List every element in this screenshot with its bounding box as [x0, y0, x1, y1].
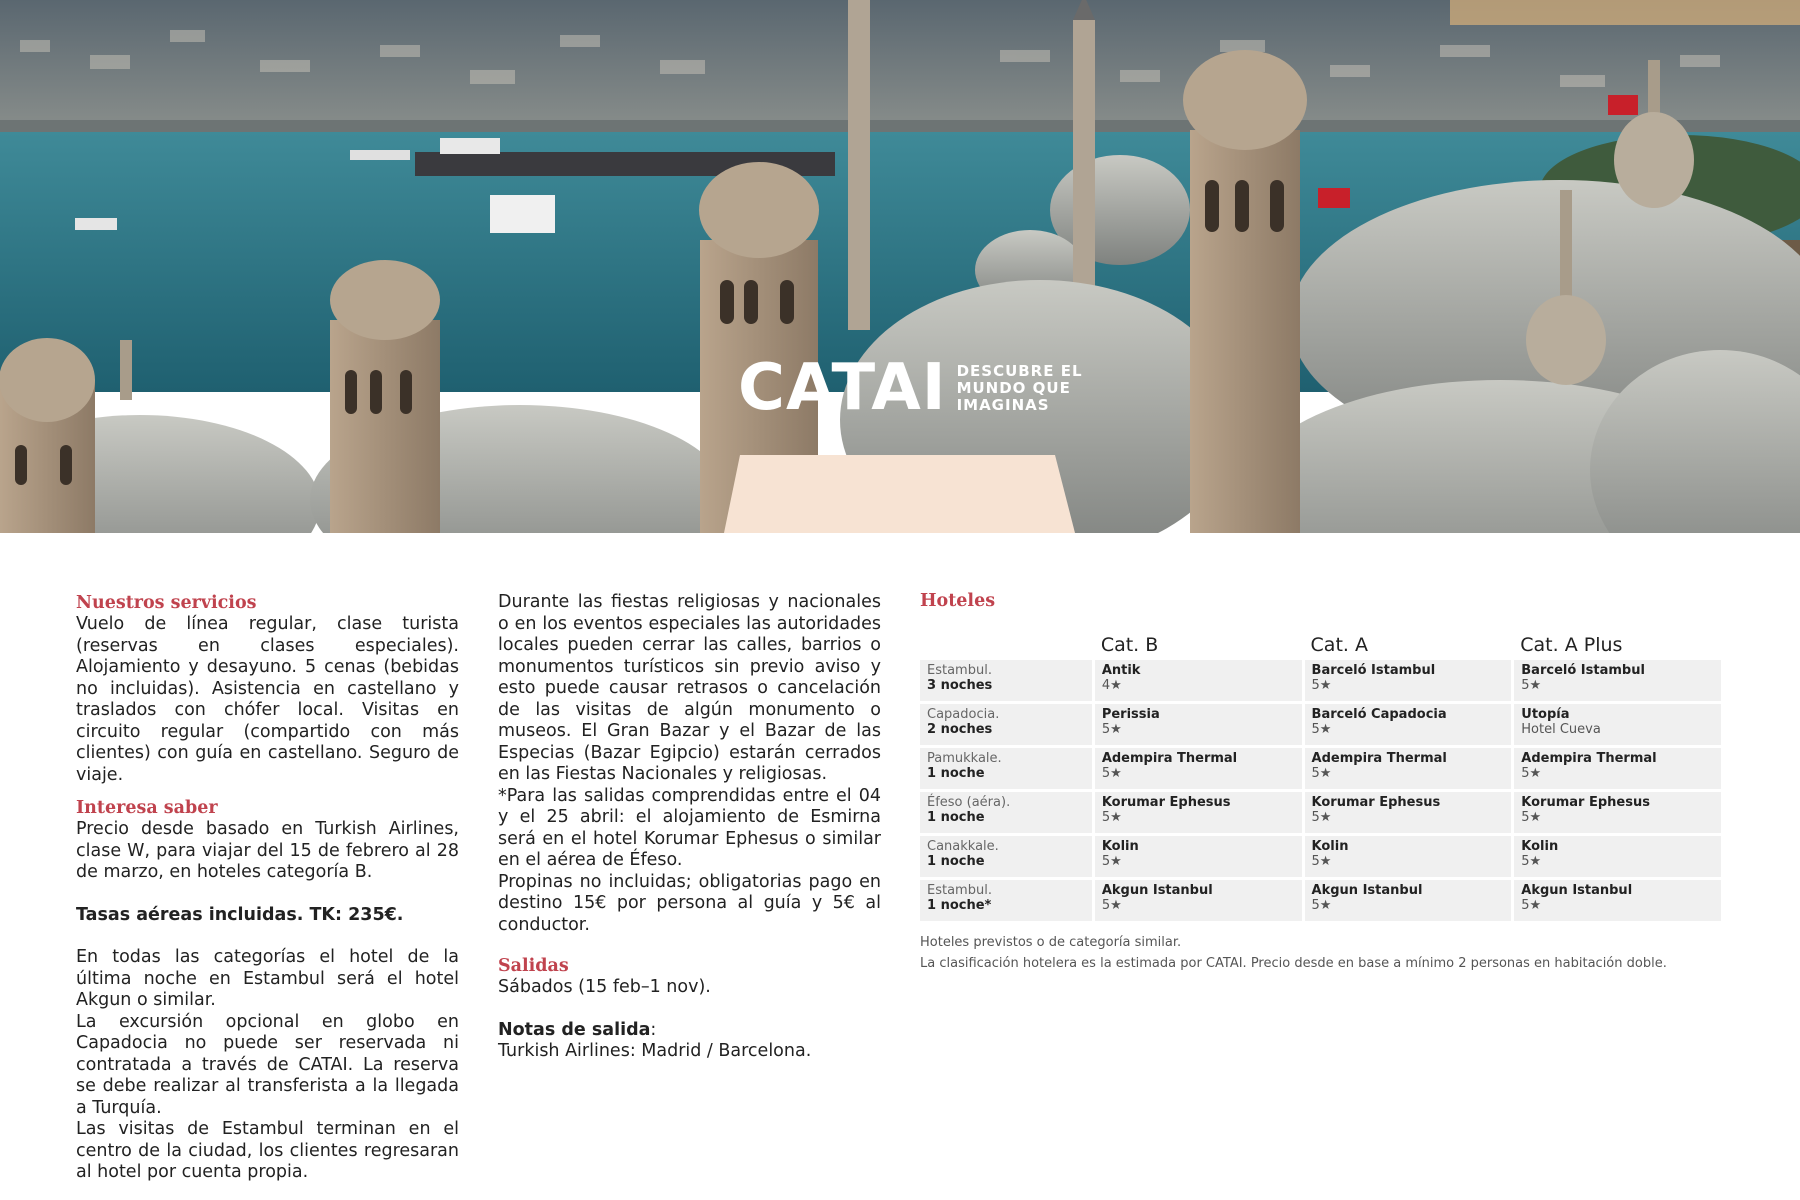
tasas-text: Tasas aéreas incluidas. TK: 235€.: [76, 904, 404, 925]
hotel-cell: [1095, 836, 1302, 877]
hotel-category: 5★: [1101, 766, 1122, 781]
hotel-category: 5★: [1521, 766, 1542, 781]
header-cat-a: Cat. A: [1310, 634, 1368, 656]
salidas-heading: Salidas: [498, 956, 569, 976]
hotel-name: Akgun Istanbul: [1311, 883, 1423, 898]
hotels-table: [917, 630, 1724, 924]
header-cat-b: Cat. B: [1100, 634, 1159, 656]
header-cat-a-plus: Cat. A Plus: [1520, 634, 1623, 656]
location-cell: [920, 836, 1092, 877]
table-row: [920, 792, 1721, 833]
column-notes: [498, 592, 881, 1063]
hotel-category: 5★: [1311, 898, 1332, 913]
location-nights: 1 noche: [927, 854, 985, 869]
hotel-category: 5★: [1101, 810, 1122, 825]
hotel-cell: [1514, 748, 1721, 789]
hotel-category: 5★: [1311, 810, 1332, 825]
table-header-row: [920, 633, 1721, 657]
hotels-section: [920, 590, 1725, 974]
hotel-cell: [1514, 836, 1721, 877]
hotel-cell: [1514, 792, 1721, 833]
hotel-name: Akgun Istanbul: [1521, 883, 1633, 898]
hotel-name: Kolin: [1101, 839, 1139, 854]
hotel-cell: [1095, 880, 1302, 921]
hotel-name: Adempira Thermal: [1101, 751, 1238, 766]
globo-note: La excursión opcional en globo en Capadocia no puede ser reservada ni contratada a través de CATAI. La reserva se debe realizar al transferista a la llegada a Turquía.: [76, 1011, 459, 1118]
hotel-cell: [1305, 880, 1512, 921]
hotel-category: 5★: [1311, 722, 1332, 737]
table-row: [920, 660, 1721, 701]
hotel-name: Korumar Ephesus: [1101, 795, 1231, 810]
brand-tagline: [957, 363, 1083, 414]
table-row: [920, 704, 1721, 745]
location-name: Canakkale.: [927, 839, 999, 854]
tagline-line-1: DESCUBRE EL: [956, 361, 1083, 380]
location-nights: 1 noche: [927, 810, 985, 825]
fiestas-note: Durante las fiestas religiosas y nacionales o en los eventos especiales las autoridades locales pueden cerrar las calles, barrios o monumentos turísticos sin previo aviso y esto puede causar retrasos o cancelación de las visitas de algún monumento o museos. El Gran Bazar y el Bazar de las Especias (Bazar Egipcio) estarán cerrados en las Fiestas Nacionales y religiosas.: [498, 592, 881, 784]
table-row: [920, 880, 1721, 921]
brand-name: CATAI: [738, 351, 947, 425]
servicios-heading: Nuestros servicios: [76, 593, 257, 613]
notas-label: Notas de salida: [498, 1019, 651, 1040]
column-services: [76, 592, 459, 1184]
hotel-cell: [1095, 748, 1302, 789]
hotel-category: 5★: [1101, 898, 1122, 913]
hotels-notes: [920, 932, 1725, 974]
hotel-cell: [1095, 660, 1302, 701]
hotel-name: Korumar Ephesus: [1311, 795, 1441, 810]
location-nights: 1 noche: [927, 766, 985, 781]
visitas-note: Las visitas de Estambul terminan en el centro de la ciudad, los clientes regresaran al hotel por cuenta propia.: [76, 1119, 459, 1182]
propinas-note: Propinas no incluidas; obligatorias pago en destino 15€ por persona al guía y 5€ al conductor.: [498, 871, 881, 935]
hotel-name: Barceló Istambul: [1521, 663, 1645, 678]
hotel-category: Hotel Cueva: [1521, 722, 1601, 737]
notas-text: Turkish Airlines: Madrid / Barcelona.: [498, 1041, 812, 1061]
hotel-category: 5★: [1521, 854, 1542, 869]
hotel-cell: [1305, 704, 1512, 745]
location-cell: [920, 748, 1092, 789]
hotels-note-1: Hoteles previstos o de categoría similar.: [920, 935, 1182, 950]
hotel-name: Adempira Thermal: [1311, 751, 1447, 766]
hotel-category: 5★: [1521, 678, 1542, 693]
hotel-name: Utopía: [1521, 707, 1570, 722]
salidas-text: Sábados (15 feb–1 nov).: [498, 977, 711, 997]
location-nights: 3 noches: [927, 678, 993, 693]
hotel-name: Barceló Capadocia: [1311, 707, 1447, 722]
hotel-cell: [1095, 704, 1302, 745]
hotels-note-2: La clasificación hotelera es la estimada por CATAI. Precio desde en base a mínimo 2 personas en habitación doble.: [920, 956, 1667, 971]
servicios-text: Vuelo de línea regular, clase turista (reservas en clases especiales). Alojamiento y desayuno. 5 cenas (bebidas no incluidas). Asistencia en castellano y traslados con chófer local. Visitas en circuito regular (compartido con más clientes) con guía en castellano. Seguro de viaje.: [76, 614, 459, 785]
location-cell: [920, 880, 1092, 921]
istanbul-skyline-photo: [0, 0, 1800, 533]
hotel-category: 5★: [1521, 898, 1542, 913]
tagline-line-2: MUNDO QUE: [956, 378, 1071, 397]
hotel-cell: [1305, 660, 1512, 701]
location-cell: [920, 704, 1092, 745]
hotel-name: Perissia: [1101, 707, 1160, 722]
hotel-cell: [1514, 880, 1721, 921]
hotel-cell: [1514, 660, 1721, 701]
notas-colon: :: [650, 1019, 657, 1040]
catai-logo: [738, 353, 1083, 423]
hotel-name: Kolin: [1311, 839, 1349, 854]
table-row: [920, 748, 1721, 789]
location-nights: 1 noche*: [927, 898, 992, 913]
hotel-cell: [1095, 792, 1302, 833]
table-row: [920, 836, 1721, 877]
location-name: Estambul.: [927, 663, 992, 678]
hotel-category: 5★: [1101, 854, 1122, 869]
hotel-name: Antik: [1101, 663, 1141, 678]
hotel-name: Kolin: [1521, 839, 1559, 854]
hero-image: [0, 0, 1800, 533]
hotel-name: Akgun Istanbul: [1101, 883, 1213, 898]
hotel-category: 4★: [1101, 678, 1122, 693]
location-name: Éfeso (aéra).: [927, 795, 1011, 810]
tagline-line-3: IMAGINAS: [956, 395, 1050, 414]
interesa-saber-heading: Interesa saber: [76, 798, 218, 818]
notas-salida: [498, 1020, 881, 1042]
location-cell: [920, 660, 1092, 701]
akgun-note: En todas las categorías el hotel de la última noche en Estambul será el hotel Akgun o similar.: [76, 947, 459, 1010]
hotel-cell: [1305, 748, 1512, 789]
hotel-category: 5★: [1311, 854, 1332, 869]
header-empty: [920, 633, 1092, 657]
esmirna-note: *Para las salidas comprendidas entre el 04 y el 25 abril: el alojamiento de Esmirna será en el hotel Korumar Ephesus o similar en el aérea de Éfeso.: [498, 785, 881, 870]
location-cell: [920, 792, 1092, 833]
location-nights: 2 noches: [927, 722, 993, 737]
hotel-category: 5★: [1101, 722, 1122, 737]
hotel-cell: [1514, 704, 1721, 745]
location-name: Estambul.: [927, 883, 992, 898]
location-name: Capadocia.: [927, 707, 1000, 722]
hotel-category: 5★: [1311, 766, 1332, 781]
hotel-name: Korumar Ephesus: [1521, 795, 1650, 810]
hotel-category: 5★: [1521, 810, 1542, 825]
hotels-heading: Hoteles: [920, 591, 996, 611]
interesa-saber-text: Precio desde basado en Turkish Airlines, clase W, para viajar del 15 de febrero al 28 de marzo, en hoteles categoría B.: [76, 819, 459, 882]
hotel-cell: [1305, 836, 1512, 877]
hotel-category: 5★: [1311, 678, 1332, 693]
hotel-name: Barceló Istambul: [1311, 663, 1436, 678]
hotel-name: Adempira Thermal: [1521, 751, 1657, 766]
hotel-cell: [1305, 792, 1512, 833]
location-name: Pamukkale.: [927, 751, 1002, 766]
